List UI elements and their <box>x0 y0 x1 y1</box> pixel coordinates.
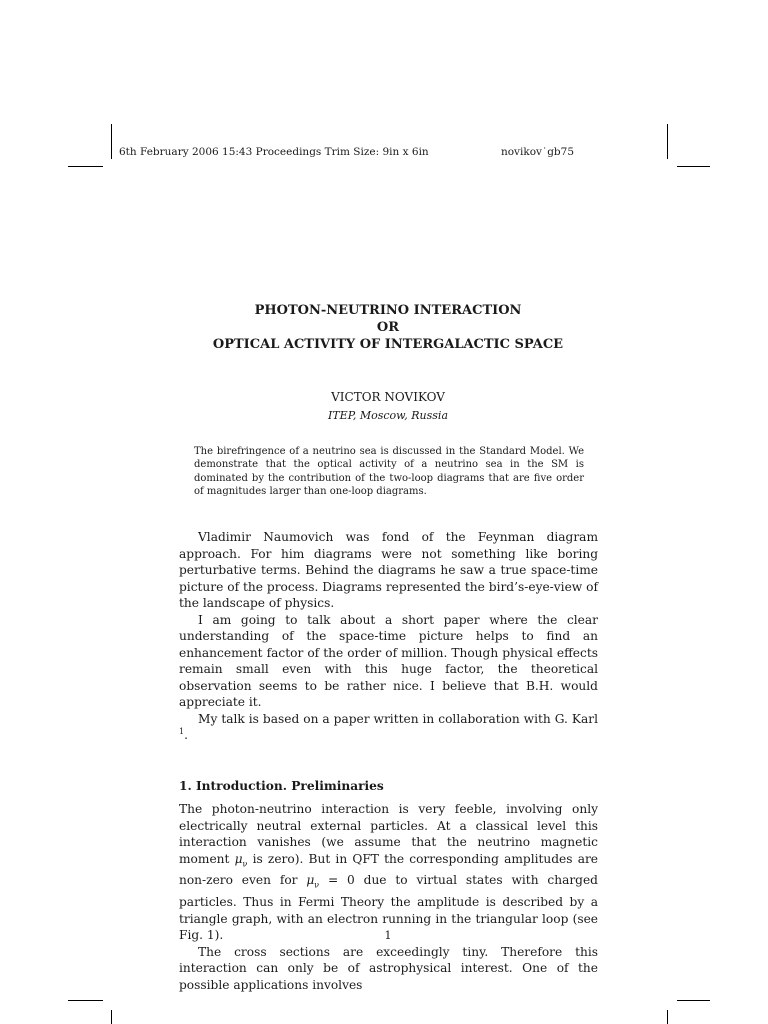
mu-symbol: μ <box>306 873 315 888</box>
intro-paragraph: Vladimir Naumovich was fond of the Feynman diagram approach. For him diagrams were not something like boring perturbative terms. Behind the diagrams he saw a true space-time picture of the process. Diagrams represented the bird’s-eye-view of the landscape of physics. <box>179 530 598 610</box>
nu-subscript: ν <box>314 880 320 890</box>
crop-mark-bottom-right-horizontal <box>677 1000 710 1001</box>
section-paragraph: The cross sections are exceedingly tiny. Therefore this interaction can only be of astrophysical interest. One of the possible applications involves <box>179 944 598 992</box>
title-line-3: OPTICAL ACTIVITY OF INTERGALACTIC SPACE <box>212 337 564 352</box>
crop-mark-top-left-horizontal <box>68 166 103 167</box>
crop-mark-bottom-left-vertical <box>111 1010 112 1024</box>
paper-title <box>0 302 768 353</box>
intro-paragraph: I am going to talk about a short paper where the clear understanding of the space-time picture helps to find an enhancement factor of the order of million. Though physical effects remain small even with this huge factor, the theoretical observation seems to be rather nice. I believe that B.H. would appreciate it. <box>179 612 598 709</box>
crop-mark-top-right-horizontal <box>677 166 710 167</box>
abstract: The birefringence of a neutrino sea is discussed in the Standard Model. We demonstrate that the optical activity of a neutrino sea in the SM is dominated by the contribution of the two-loop diagrams that are five order of magnitudes larger than one-loop diagrams. <box>194 446 584 497</box>
section-p1-c: = 0 due to virtual states with charged particles. Thus in Fermi Theory the amplitude is described by a triangle graph, with an electron running in the triangular loop (see Fig. 1). <box>179 873 598 943</box>
crop-mark-top-left-vertical <box>111 124 112 159</box>
crop-mark-bottom-left-horizontal <box>68 1000 103 1001</box>
crop-mark-top-right-vertical <box>667 124 668 159</box>
page-number: 1 <box>384 929 392 942</box>
header-right: novikov˙gb75 <box>500 146 574 158</box>
header-left: 6th February 2006 15:43 Proceedings Trim Size: 9in x 6in <box>119 146 429 158</box>
intro-last-text: My talk is based on a paper written in collaboration with G. Karl <box>198 711 598 726</box>
section-p1-a: The photon-neutrino interaction is very feeble, involving only electrically neutral external particles. At a classical level this interaction vanishes (we assume that the neutrino magnetic moment <box>179 802 598 866</box>
title-line-2: OR <box>376 320 400 335</box>
intro-last-end: . <box>184 728 188 742</box>
section-p1-b: is zero). But in QFT the corresponding amplitudes are non-zero even for <box>179 851 598 888</box>
nu-subscript: ν <box>242 858 248 868</box>
title-line-1: PHOTON-NEUTRINO INTERACTION <box>254 303 522 318</box>
intro-paragraph-last <box>179 711 598 744</box>
body-text <box>179 529 598 993</box>
author-name: VICTOR NOVIKOV <box>331 390 445 404</box>
section-heading: 1. Introduction. Preliminaries <box>179 778 384 793</box>
running-header <box>119 146 574 158</box>
author-affiliation: ITEP, Moscow, Russia <box>327 409 449 422</box>
section-paragraph <box>179 801 598 944</box>
mu-symbol: μ <box>234 851 243 866</box>
citation-ref: 1 <box>179 726 185 736</box>
crop-mark-bottom-right-vertical <box>667 1010 668 1024</box>
